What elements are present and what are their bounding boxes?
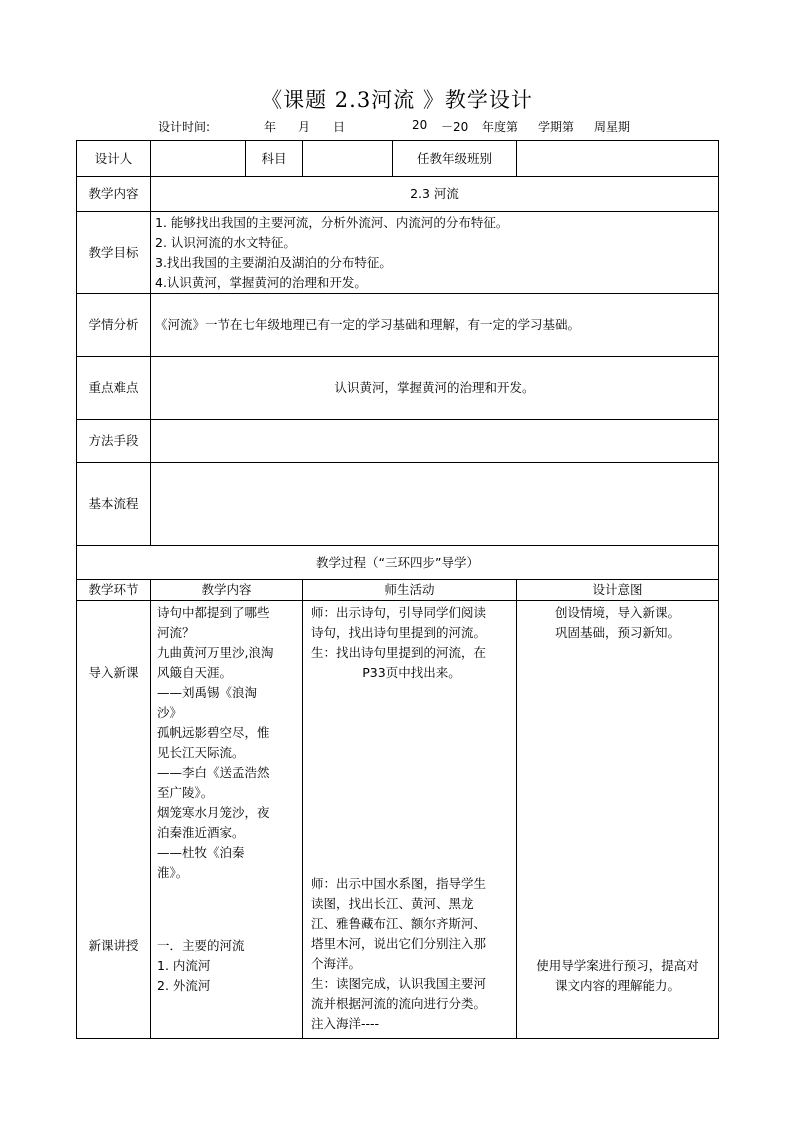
- goal-item: 3.找出我国的主要湖泊及湖泊的分布特征。: [155, 254, 392, 270]
- col-stage: 教学环节: [77, 580, 151, 601]
- content-value: 2.3 河流: [151, 177, 719, 212]
- semester-label: 学期第: [538, 120, 575, 134]
- content-line: 1. 内流河: [157, 958, 211, 973]
- activity-line: 读图，找出长江、黄河、黑龙: [311, 896, 474, 911]
- activity-line: 生：读图完成，认识我国主要河: [311, 976, 487, 991]
- content-label: 教学内容: [77, 177, 151, 212]
- stage-cell: [77, 601, 151, 1039]
- design-time-label: 设计时间:: [158, 120, 211, 134]
- stage-new: 新课讲授: [88, 938, 139, 953]
- subject-label: 科目: [246, 141, 303, 177]
- lesson-plan-table: [76, 140, 719, 1039]
- content-line: ——李白《送孟浩然: [157, 765, 270, 780]
- activity-line: 个海洋。: [311, 956, 362, 971]
- method-label: 方法手段: [77, 420, 151, 463]
- content-line: 孤帆远影碧空尽，惟: [157, 725, 270, 740]
- content-line: 诗句中都提到了哪些: [157, 605, 270, 620]
- intent-line: 创设情境，导入新课。: [554, 605, 680, 620]
- activity-line: 师：出示诗句，引导同学们阅读: [311, 605, 487, 620]
- content-line: ——刘禹锡《浪淘: [157, 685, 258, 700]
- goals-label: 教学目标: [77, 212, 151, 294]
- activity-line: 师：出示中国水系图，指导学生: [311, 876, 487, 891]
- col-intent: 设计意图: [517, 580, 719, 601]
- analysis-value: 《河流》一节在七年级地理已有一定的学习基础和理解，有一定的学习基础。: [151, 294, 719, 357]
- activity-line: 诗句，找出诗句里提到的河流。: [311, 625, 487, 640]
- process-intent-cell: [517, 601, 719, 1039]
- analysis-label: 学情分析: [77, 294, 151, 357]
- col-activity: 师生活动: [303, 580, 517, 601]
- page-title: 《课题 2.3河流 》教学设计: [261, 88, 533, 112]
- content-line: 至广陵》。: [157, 785, 214, 800]
- designer-value[interactable]: [151, 141, 246, 177]
- content-line: 见长江天际流。: [157, 745, 245, 760]
- subject-value[interactable]: [303, 141, 393, 177]
- activity-line: 江、雅鲁藏布江、额尔齐斯河、: [311, 916, 487, 931]
- content-line: ——杜牧《泊秦: [157, 845, 245, 860]
- activity-line: P33页中找出来。: [362, 665, 461, 680]
- flow-label: 基本流程: [77, 463, 151, 546]
- content-line: 河流？: [157, 625, 195, 640]
- method-value: [151, 420, 719, 463]
- key-value: 认识黄河，掌握黄河的治理和开发。: [151, 357, 719, 420]
- process-activity-cell: [303, 601, 517, 1039]
- goal-item: 4.认识黄河，掌握黄河的治理和开发。: [155, 274, 367, 290]
- content-line: 一．主要的河流: [157, 938, 245, 953]
- grade-value[interactable]: [517, 141, 719, 177]
- goals-row: [77, 212, 719, 294]
- intent-line: 使用导学案进行预习，提高对: [536, 958, 699, 973]
- flow-row: [77, 463, 719, 546]
- activity-line: 流并根据河流的流向进行分类。: [311, 996, 487, 1011]
- flow-value: [151, 463, 719, 546]
- activity-line: 生：找出诗句里提到的河流，在: [311, 645, 487, 660]
- method-row: [77, 420, 719, 463]
- week-label: 周星期: [594, 120, 631, 134]
- content-line: 2. 外流河: [157, 978, 211, 993]
- day-label: 日: [333, 120, 346, 134]
- process-content-cell: [151, 601, 303, 1039]
- content-line: 淮》。: [157, 865, 189, 880]
- content-line: 泊秦淮近酒家。: [157, 825, 245, 840]
- process-title: 教学过程（“三环四步”导学）: [77, 546, 719, 580]
- col-content: 教学内容: [151, 580, 303, 601]
- month-label: 月: [298, 120, 311, 134]
- year-from: 20: [412, 118, 428, 132]
- designer-label: 设计人: [77, 141, 151, 177]
- content-line: 九曲黄河万里沙,浪淘: [157, 645, 274, 660]
- process-body-row: [77, 601, 719, 1039]
- content-line: 沙》: [157, 705, 183, 720]
- content-line: 烟笼寒水月笼沙，夜: [157, 805, 270, 820]
- content-line: 风簸自天涯。: [157, 665, 233, 680]
- activity-line: 塔里木河，说出它们分别注入那: [311, 936, 487, 951]
- analysis-row: [77, 294, 719, 357]
- key-row: [77, 357, 719, 420]
- year-label: 年: [264, 120, 277, 134]
- intent-line: 课文内容的理解能力。: [554, 978, 680, 993]
- goal-item: 2. 认识河流的水文特征。: [155, 234, 296, 250]
- process-title-row: [77, 546, 719, 580]
- design-meta-line: [0, 118, 794, 134]
- header-row: [77, 141, 719, 177]
- grade-label: 任教年级班别: [393, 141, 517, 177]
- activity-line: 注入海洋----: [311, 1016, 380, 1031]
- academic-year-label: 年度第: [482, 120, 519, 134]
- goal-item: 1. 能够找出我国的主要河流，分析外流河、内流河的分布特征。: [155, 214, 509, 230]
- year-to: －20: [441, 120, 469, 134]
- key-label: 重点难点: [77, 357, 151, 420]
- content-row: [77, 177, 719, 212]
- goals-list: [151, 212, 719, 294]
- process-header-row: [77, 580, 719, 601]
- intent-line: 巩固基础，预习新知。: [554, 625, 680, 640]
- stage-intro: 导入新课: [88, 665, 139, 680]
